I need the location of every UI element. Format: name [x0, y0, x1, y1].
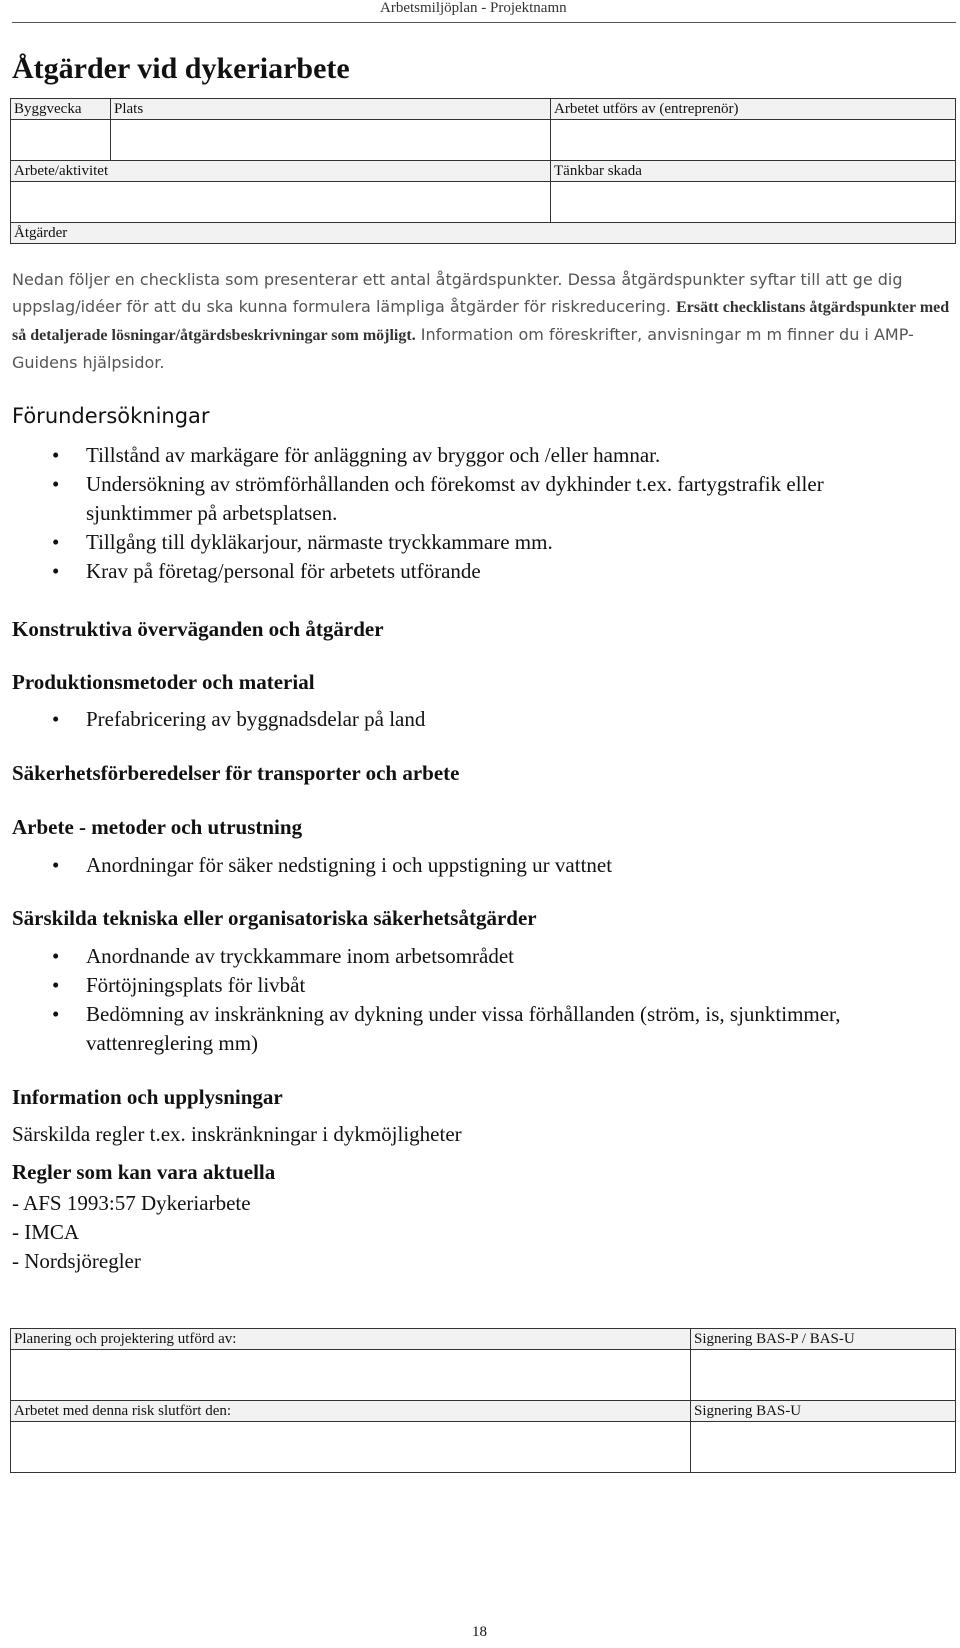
sign-bas-u-field[interactable]	[691, 1422, 956, 1473]
place-label: Plats	[111, 99, 551, 120]
list-item: • Tillstånd av markägare för anläggning av bryggor och /eller hamnar.	[52, 441, 932, 470]
list-item: • Krav på företag/personal för arbetets utförande	[52, 557, 932, 586]
list-item: • Bedömning av inskränkning av dykning under vissa förhållanden (ström, is, sjunktimmer, vattenreglering mm)	[52, 1000, 932, 1058]
list-item: • Tillgång till dykläkarjour, närmaste tryckkammare mm.	[52, 528, 932, 557]
intro-text-2: Information om föreskrifter, anvisningar m m finner du i AMP-Guidens hjälpsidor.	[12, 325, 914, 372]
heading-arbete: Arbete - metoder och utrustning	[12, 815, 303, 839]
signoff-table	[10, 1328, 956, 1473]
completed-label: Arbetet med denna risk slutfört den:	[11, 1401, 691, 1422]
sign-bas-pu-label: Signering BAS-P / BAS-U	[691, 1329, 956, 1350]
week-label: Byggvecka	[11, 99, 111, 120]
completed-field[interactable]	[11, 1422, 691, 1473]
intro-bold-text: Ersätt checklistans åtgärdspunkter med så detaljerade lösningar/åtgärdsbeskrivningar som möjligt.	[12, 299, 950, 344]
regler-item: - Nordsjöregler	[12, 1249, 141, 1273]
place-field[interactable]	[111, 120, 551, 161]
heading-produktion: Produktionsmetoder och material	[12, 670, 315, 694]
header-rule	[12, 22, 956, 23]
performed-by-field[interactable]	[551, 120, 956, 161]
planning-field[interactable]	[11, 1350, 691, 1401]
sign-bas-pu-field[interactable]	[691, 1350, 956, 1401]
list-arbete	[52, 851, 932, 880]
sign-bas-u-label: Signering BAS-U	[691, 1401, 956, 1422]
information-text: Särskilda regler t.ex. inskränkningar i dykmöjligheter	[12, 1122, 462, 1146]
list-item: • Anordnande av tryckkammare inom arbetsområdet	[52, 942, 932, 971]
heading-sakerhet: Säkerhetsförberedelser för transporter och arbete	[12, 761, 460, 785]
list-produktion	[52, 705, 932, 734]
heading-sarskilda: Särskilda tekniska eller organisatoriska säkerhetsåtgärder	[12, 906, 537, 930]
list-item: • Undersökning av strömförhållanden och förekomst av dykhinder t.ex. fartygstrafik eller sjunktimmer på arbetsplatsen.	[52, 470, 932, 528]
performed-by-label: Arbetet utförs av (entreprenör)	[551, 99, 956, 120]
heading-forundersokningar: Förundersökningar	[12, 404, 210, 428]
heading-information: Information och upplysningar	[12, 1085, 283, 1109]
regler-item: - AFS 1993:57 Dykeriarbete	[12, 1191, 251, 1215]
heading-regler: Regler som kan vara aktuella	[12, 1160, 276, 1184]
list-item: • Förtöjningsplats för livbåt	[52, 971, 932, 1000]
planning-label: Planering och projektering utförd av:	[11, 1329, 691, 1350]
damage-label: Tänkbar skada	[551, 161, 956, 182]
running-header: Arbetsmiljöplan - Projektnamn	[380, 0, 567, 16]
list-forundersokningar	[52, 441, 932, 586]
intro-paragraph	[12, 266, 952, 376]
task-form-table	[10, 98, 956, 244]
regler-item: - IMCA	[12, 1220, 80, 1244]
activity-label: Arbete/aktivitet	[11, 161, 551, 182]
activity-field[interactable]	[11, 182, 551, 223]
intro-text-1: Nedan följer en checklista som presenterar ett antal åtgärdspunkter. Dessa åtgärdspunkter syftar till att ge dig uppslag/idéer för att du ska kunna formulera lämpliga åtgärder för riskreducering.	[12, 270, 903, 316]
list-item: • Anordningar för säker nedstigning i och uppstigning ur vattnet	[52, 851, 932, 880]
list-sarskilda	[52, 942, 932, 1058]
heading-konstruktiva: Konstruktiva överväganden och åtgärder	[12, 617, 384, 641]
page-title: Åtgärder vid dykeriarbete	[12, 52, 350, 85]
page-number: 18	[472, 1624, 487, 1640]
damage-field[interactable]	[551, 182, 956, 223]
list-item: • Prefabricering av byggnadsdelar på land	[52, 705, 932, 734]
measures-label: Åtgärder	[11, 223, 956, 244]
week-field[interactable]	[11, 120, 111, 161]
